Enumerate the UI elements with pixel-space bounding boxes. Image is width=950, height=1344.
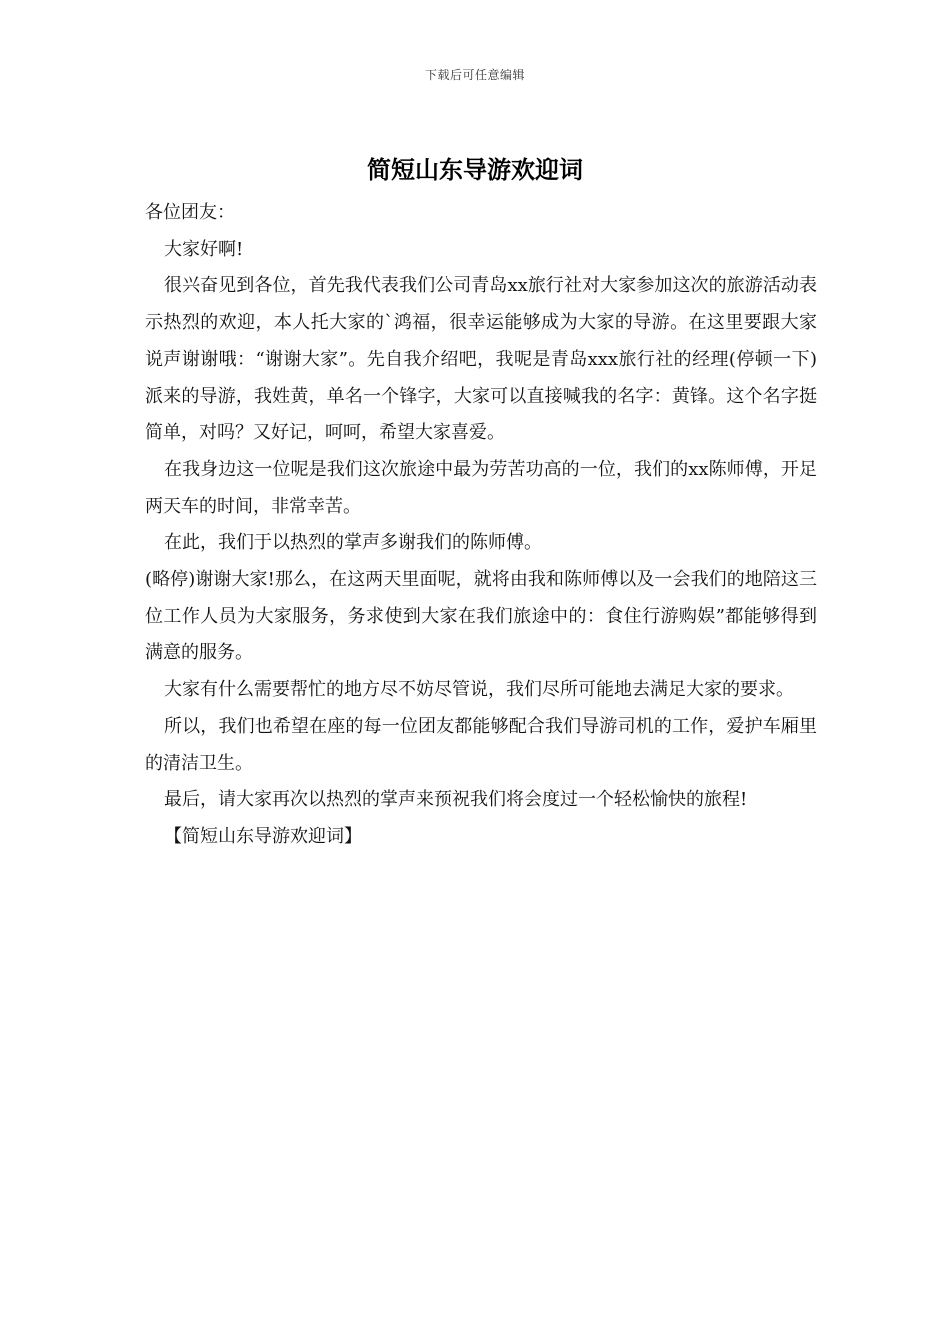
- paragraph-driver: 在我身边这一位呢是我们这次旅途中最为劳苦功高的一位，我们的xx陈师傅，开足两天车的时间，非常幸苦。: [145, 458, 817, 517]
- paragraph-help: 大家有什么需要帮忙的地方尽不妨尽管说，我们尽所可能地去满足大家的要求。: [164, 679, 794, 701]
- paragraph-service: (略停)谢谢大家!那么，在这两天里面呢，就将由我和陈师傅以及一会我们的地陪这三位工作人员为大家服务，务求使到大家在我们旅途中的：食住行游购娱”都能够得到满意的服务。: [145, 569, 817, 664]
- closing-title-tag: 【简短山东导游欢迎词】: [164, 825, 362, 847]
- paragraph-introduction: 很兴奋见到各位，首先我代表我们公司青岛xx旅行社对大家参加这次的旅游活动表示热烈的欢迎，本人托大家的`鸿福，很幸运能够成为大家的导游。在这里要跟大家说声谢谢哦：“谢谢大家”。先自我介绍吧，我呢是青岛xxx旅行社的经理(停顿一下)派来的导游，我姓黄，单名一个锋字，大家可以直接喊我的名字：黄锋。这个名字挺简单，对吗？又好记，呵呵，希望大家喜爱。: [145, 275, 817, 444]
- paragraph-cooperation: 所以，我们也希望在座的每一位团友都能够配合我们导游司机的工作，爱护车厢里的清洁卫生。: [145, 715, 817, 774]
- greeting-line: 各位团友：: [145, 202, 235, 223]
- paragraph-closing-wish: 最后，请大家再次以热烈的掌声来预祝我们将会度过一个轻松愉快的旅程!: [164, 789, 748, 811]
- paragraph-hello: 大家好啊!: [164, 238, 244, 260]
- document-title: 简短山东导游欢迎词: [367, 155, 583, 184]
- document-body: [145, 195, 817, 856]
- paragraph-applause: 在此，我们于以热烈的掌声多谢我们的陈师傅。: [164, 532, 542, 554]
- page-header-note: 下载后可任意编辑: [424, 68, 525, 82]
